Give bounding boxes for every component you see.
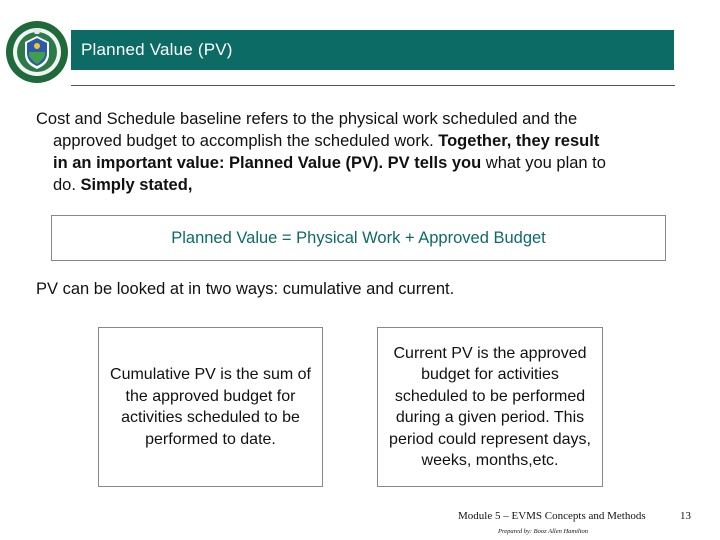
- intro-line-4: [36, 174, 676, 196]
- cumulative-pv-text: Cumulative PV is the sum of the approved budget for activities scheduled to be performed to date.: [110, 366, 311, 448]
- intro-paragraph: [36, 108, 676, 196]
- intro-line-2-regular: approved budget to accomplish the scheduled work.: [53, 132, 439, 150]
- cumulative-pv-box: [98, 327, 323, 487]
- intro-line-3-regular: what you plan to: [481, 154, 606, 172]
- current-pv-box: [377, 327, 603, 487]
- intro-line-3-bold: in an important value: Planned Value (PV). PV tells you: [53, 154, 482, 172]
- pv-formula-box: Planned Value = Physical Work + Approved Budget: [51, 215, 666, 261]
- doe-seal-logo: [5, 20, 69, 84]
- intro-line-1: Cost and Schedule baseline refers to the physical work scheduled and the: [36, 110, 578, 128]
- slide-title: Planned Value (PV): [71, 30, 674, 70]
- footer-module: Module 5 – EVMS Concepts and Methods: [458, 510, 646, 522]
- intro-line-4-regular: do.: [53, 176, 81, 194]
- intro-line-4-bold: Simply stated,: [80, 176, 193, 194]
- ways-text: PV can be looked at in two ways: cumulative and current.: [36, 280, 455, 298]
- current-pv-text: Current PV is the approved budget for activities scheduled to be performed during a given period. This period could represent days, weeks, months,etc.: [389, 344, 591, 469]
- intro-line-2: [36, 130, 676, 152]
- footer-prepared-by: Prepared by: Booz Allen Hamilton: [498, 528, 589, 535]
- title-divider: [71, 85, 675, 86]
- intro-line-2-bold: Together, they result: [438, 132, 600, 150]
- intro-line-3: [36, 152, 676, 174]
- page-number: 13: [680, 510, 691, 522]
